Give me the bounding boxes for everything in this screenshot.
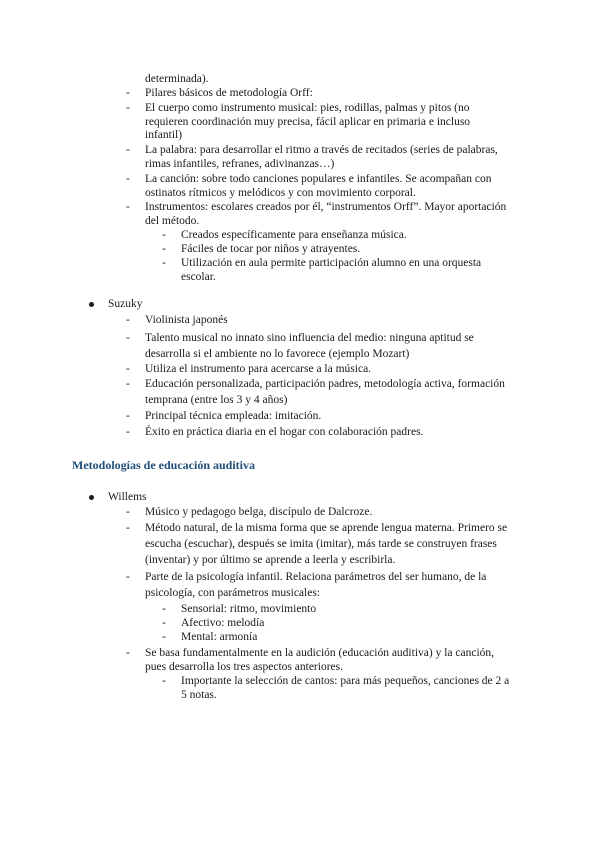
list-item-text: Se basa fundamentalmente en la audición (educación auditiva) y la canción, [145,647,495,659]
sublist-item-text: Utilización en aula permite participación alumno en una orquesta [181,257,482,269]
list-item-text: Educación personalizada, participación padres, metodología activa, formación [145,378,505,390]
list-item-text: Principal técnica empleada: imitación. [145,410,322,422]
list-item-text: del método. [145,215,200,227]
list-item-text: Utiliza el instrumento para acercarse a la música. [145,363,372,375]
orff-continuation: determinada). [145,73,209,85]
list-item-text: escucha (escuchar), después se imita (imitar), más tarde se construyen frases [145,538,497,550]
dash-marker: - [126,144,130,156]
sublist-item-text: Mental: armonía [181,631,258,643]
list-item-text: psicología, con parámetros musicales: [145,587,321,599]
list-item-text: Talento musical no innato sino influencia del medio: ninguna aptitud se [145,332,474,344]
sublist-item-text: Importante la selección de cantos: para más pequeños, canciones de 2 a [181,675,510,687]
dash-marker: - [126,571,130,583]
section-item-title: Suzuky [108,298,143,310]
dash-marker: - [162,229,166,241]
sublist-item-text: escolar. [181,271,216,283]
list-item-text: Músico y pedagogo belga, discípulo de Dalcroze. [145,506,373,518]
list-item-text: El cuerpo como instrumento musical: pies, rodillas, palmas y pitos (no [145,102,470,114]
dash-marker: - [126,332,130,344]
dash-marker: - [126,201,130,213]
list-item-text: La canción: sobre todo canciones populares e infantiles. Se acompañan con [145,173,492,185]
dash-marker: - [162,617,166,629]
dash-marker: - [162,631,166,643]
list-item-text: rimas infantiles, refranes, adivinanzas…) [145,158,335,170]
sublist-item-text: 5 notas. [181,689,217,701]
list-item-text: Violinista japonés [145,314,228,326]
dash-marker: - [162,603,166,615]
bullet-marker [89,495,94,500]
list-item-text: Parte de la psicología infantil. Relaciona parámetros del ser humano, de la [145,571,487,583]
sublist-item-text: Fáciles de tocar por niños y atrayentes. [181,243,361,255]
dash-marker: - [126,506,130,518]
list-item-text: Instrumentos: escolares creados por él, “instrumentos Orff”. Mayor aportación [145,201,507,213]
dash-marker: - [126,522,130,534]
list-item-text: Método natural, de la misma forma que se aprende lengua materna. Primero se [145,522,508,534]
list-item-text: ostinatos rítmicos y melódicos y con movimiento corporal. [145,187,416,199]
dash-marker: - [126,314,130,326]
dash-marker: - [126,647,130,659]
list-item-text: temprana (entre los 3 y 4 años) [145,394,288,406]
dash-marker: - [162,257,166,269]
list-item-text: La palabra: para desarrollar el ritmo a través de recitados (series de palabras, [145,144,498,156]
dash-marker: - [126,102,130,114]
dash-marker: - [126,410,130,422]
dash-marker: - [126,87,130,99]
dash-marker: - [126,173,130,185]
list-item-text: infantil) [145,129,183,141]
section-item-title: Willems [108,491,147,503]
bullet-marker [89,302,94,307]
dash-marker: - [162,243,166,255]
list-item-text: (inventar) y por último se aprende a leerla y escribirla. [145,554,396,566]
list-item-text: pues desarrolla los tres aspectos anteriores. [145,661,343,673]
dash-marker: - [126,378,130,390]
list-item-text: Pilares básicos de metodología Orff: [145,87,313,99]
list-item-text: Éxito en práctica diaria en el hogar con colaboración padres. [145,426,424,438]
dash-marker: - [126,363,130,375]
dash-marker: - [126,426,130,438]
dash-marker: - [162,675,166,687]
list-item-text: requieren coordinación muy precisa, fácil aplicar en primaria e incluso [145,116,471,128]
sublist-item-text: Sensorial: ritmo, movimiento [181,603,317,615]
sublist-item-text: Creados específicamente para enseñanza música. [181,229,407,241]
sublist-item-text: Afectivo: melodía [181,617,265,629]
list-item-text: desarrolla si el ambiente no lo favorece (ejemplo Mozart) [145,348,410,360]
section-heading: Metodologías de educación auditiva [72,458,256,472]
